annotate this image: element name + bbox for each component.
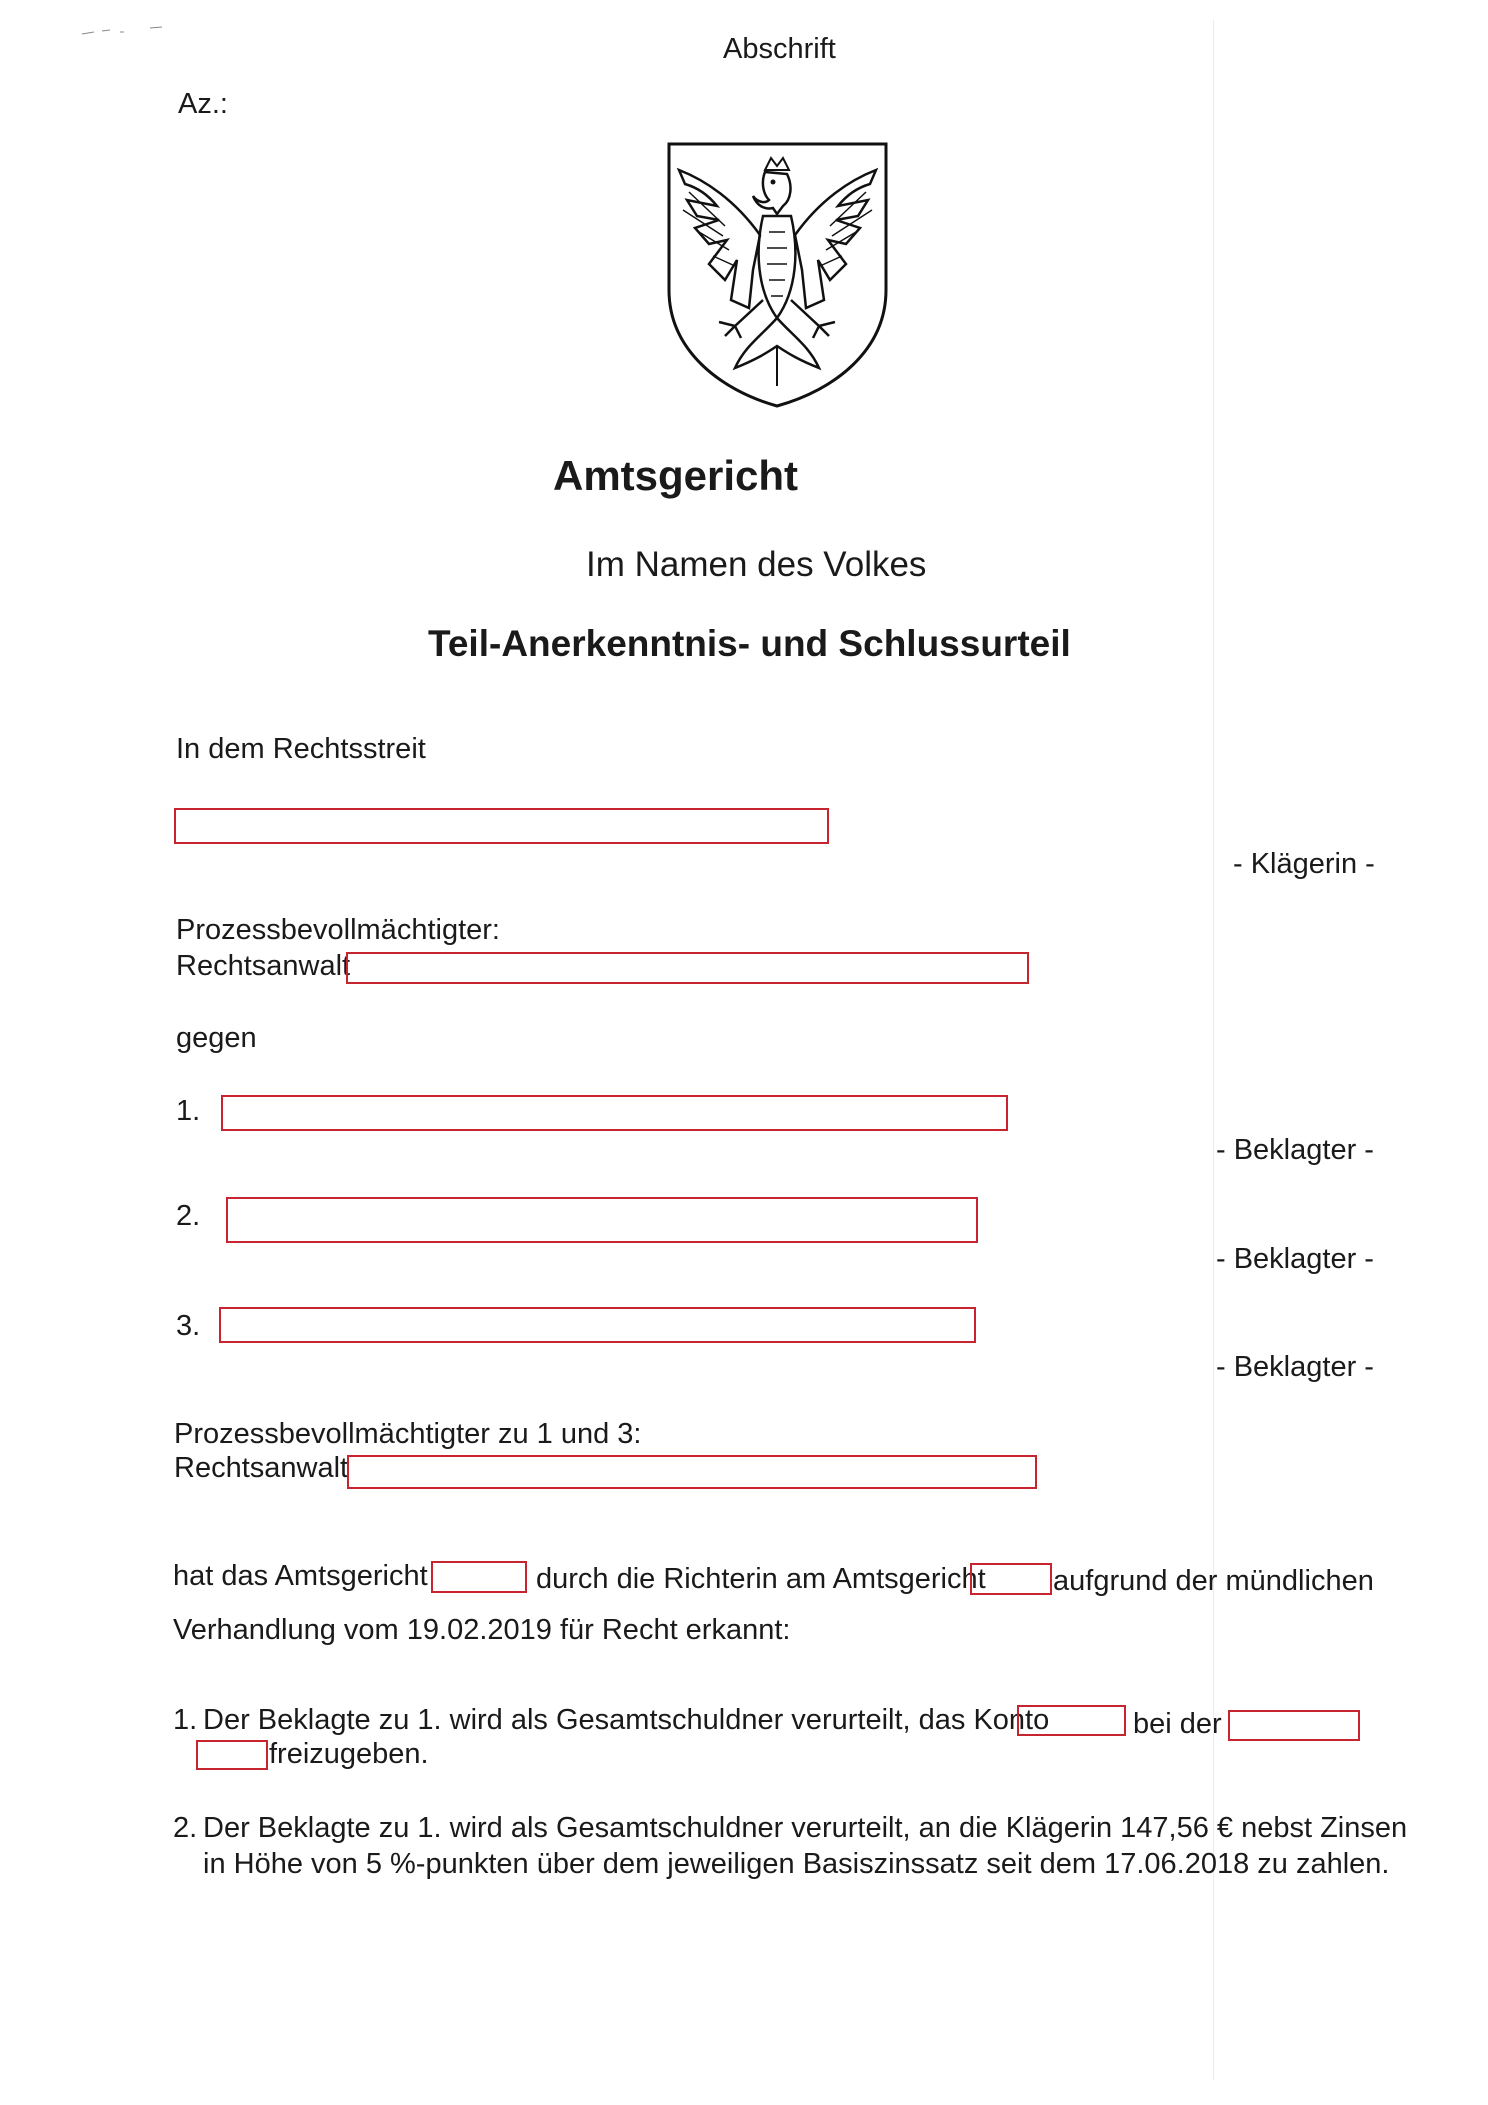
versus-label: gegen — [176, 1022, 257, 1054]
copy-mark: Abschrift — [723, 33, 836, 65]
ruling-item-2-line2: in Höhe von 5 %-punkten über dem jeweiligen Basiszinssatz seit dem 17.06.2018 zu zahlen. — [203, 1848, 1390, 1880]
redacted-defendant-1 — [221, 1095, 1008, 1131]
defendant-number: 2. — [176, 1200, 201, 1232]
ruling-item-1-tail: freizugeben. — [269, 1738, 429, 1770]
case-reference-label: Az.: — [178, 88, 228, 120]
defendant-number: 1. — [176, 1095, 201, 1127]
redacted-plaintiff-counsel — [346, 952, 1029, 984]
ruling-intro-part3: aufgrund der mündlichen — [1053, 1565, 1374, 1597]
ruling-intro-line2: Verhandlung vom 19.02.2019 für Recht erkannt: — [173, 1614, 791, 1646]
defendant-number: 3. — [176, 1310, 201, 1342]
redacted-defendant-3 — [219, 1307, 976, 1343]
defendant-role: - Beklagter - — [1216, 1351, 1374, 1383]
defendant-role: - Beklagter - — [1216, 1134, 1374, 1166]
judgment-formula: Im Namen des Volkes — [586, 545, 927, 584]
ruling-item-number: 2. — [173, 1812, 198, 1844]
redacted-defendant-2 — [226, 1197, 978, 1243]
court-name: Amtsgericht — [553, 452, 799, 499]
redacted-account-number — [1017, 1705, 1126, 1736]
redacted-judge-name — [970, 1563, 1052, 1595]
ruling-item-number: 1. — [173, 1704, 198, 1736]
ruling-item-1-text: Der Beklagte zu 1. wird als Gesamtschuldner verurteilt, das Konto — [203, 1704, 1050, 1736]
redacted-court-location — [431, 1561, 527, 1593]
redacted-bank-name — [1228, 1710, 1360, 1741]
ruling-item-1-bank-label: bei der — [1133, 1708, 1222, 1740]
defendant-role: - Beklagter - — [1216, 1243, 1374, 1275]
redacted-bank-name-cont — [196, 1740, 268, 1770]
ruling-item-2-line1: Der Beklagte zu 1. wird als Gesamtschuldner verurteilt, an die Klägerin 147,56 € nebst Zinsen — [203, 1812, 1408, 1844]
ruling-intro-part1: hat das Amtsgericht — [173, 1560, 428, 1592]
judgment-type: Teil-Anerkenntnis- und Schlussurteil — [428, 623, 1071, 664]
scan-edge-line — [1213, 20, 1214, 2080]
case-intro: In dem Rechtsstreit — [176, 733, 426, 765]
eagle-coat-of-arms-icon — [665, 140, 890, 410]
defendant-counsel-prefix: Rechtsanwalt — [174, 1452, 349, 1484]
plaintiff-counsel-heading: Prozessbevollmächtigter: — [176, 914, 500, 946]
ruling-intro-part2: durch die Richterin am Amtsgericht — [536, 1563, 986, 1595]
plaintiff-counsel-prefix: Rechtsanwalt — [176, 950, 351, 982]
redacted-defendant-counsel — [347, 1455, 1037, 1489]
defendant-counsel-heading: Prozessbevollmächtigter zu 1 und 3: — [174, 1418, 642, 1450]
plaintiff-role: - Klägerin - — [1233, 848, 1375, 880]
redacted-plaintiff-name — [174, 808, 829, 844]
scan-artifact — [80, 26, 170, 38]
